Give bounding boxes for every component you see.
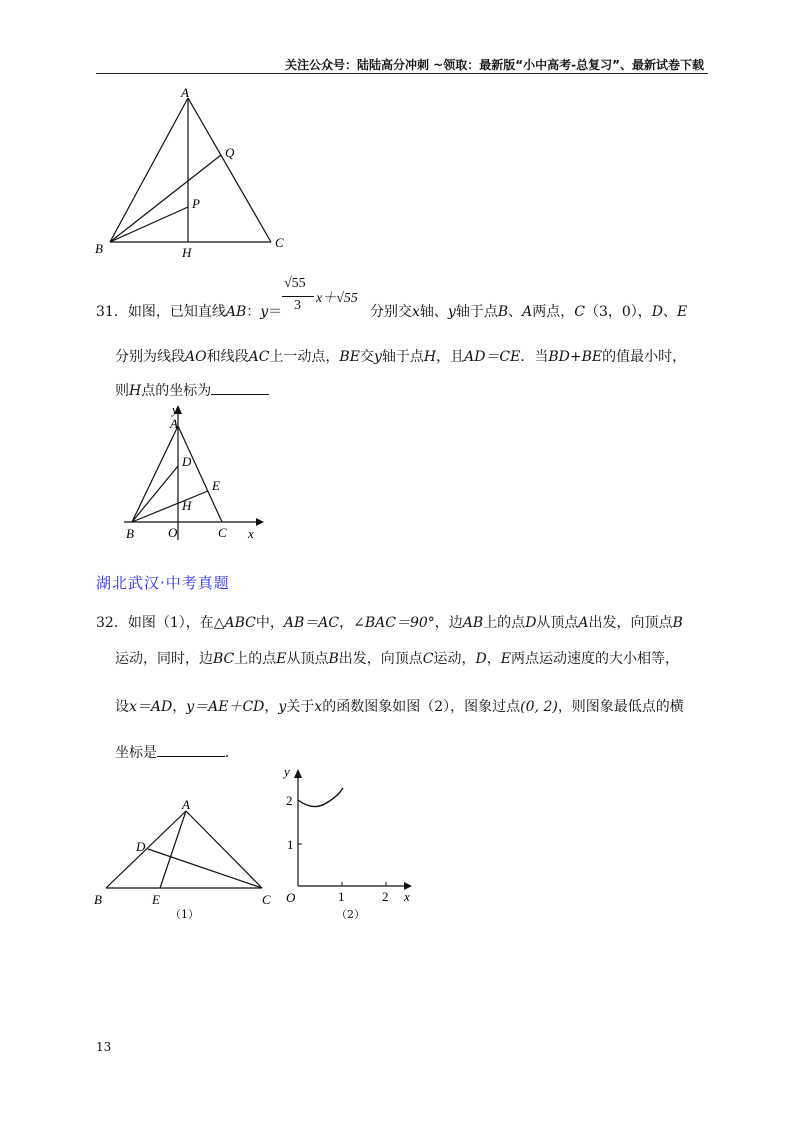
page-header: 关注公众号：陆陆高分冲刺 ~领取：最新版“小中高考-总复习”、最新试卷下载 (285, 58, 704, 72)
label-C: C (262, 892, 271, 907)
label-H: H (182, 245, 192, 260)
label-E: E (152, 892, 160, 907)
label-A: A (182, 797, 190, 812)
label-x: x (404, 889, 410, 904)
tick-label-1: 1 (287, 837, 294, 852)
caption-fig2: （2） (336, 908, 365, 921)
q31-line1: 31．如图，已知直线AB：y＝ (96, 304, 283, 320)
label-D: D (136, 839, 146, 854)
q32-line2: 运动，同时，边BC上的点E从顶点B出发，向顶点C运动，D，E两点运动速度的大小相等， (115, 651, 679, 667)
figure-q31-axes (116, 400, 276, 548)
page-number: 13 (96, 1040, 112, 1054)
q31-fraction-denominator: 3 (294, 298, 301, 313)
answer-blank-32 (157, 744, 225, 757)
q31-fraction-bar (282, 296, 314, 297)
label-O: O (168, 525, 178, 540)
q32-line4: 坐标是 ． (115, 745, 239, 761)
figure-triangle-abc (95, 85, 305, 265)
label-C: C (275, 235, 284, 250)
caption-fig1: （1） (170, 908, 199, 921)
header-rule (96, 73, 708, 74)
label-C: C (218, 525, 227, 540)
label-y: y (284, 764, 290, 779)
tick-label-x1: 1 (338, 889, 345, 904)
label-H: H (182, 498, 192, 513)
tick-label-2: 2 (286, 793, 293, 808)
label-O: O (286, 890, 296, 905)
label-x: x (248, 526, 254, 541)
q31-line2: 分别为线段AO和线段AC上一动点，BE交y轴于点H，且AD＝CE．当BD+BE的值最小时， (115, 349, 687, 365)
q31-line3: 则H点的坐标为 (115, 380, 269, 400)
section-title: 湖北武汉·中考真题 (96, 574, 230, 592)
label-A: A (181, 85, 189, 100)
label-P: P (192, 196, 200, 211)
answer-blank-31 (211, 382, 269, 395)
q32-line1: 32．如图（1），在△ABC中，AB＝AC，∠BAC＝90°，边AB上的点D从顶点A出发，向顶点B (96, 615, 683, 631)
label-D: D (182, 454, 192, 469)
label-y: y (172, 402, 178, 417)
label-A: A (170, 416, 178, 431)
q31-line1-rest: 分别交x轴、y轴于点B、A两点，C（3，0），D、E (370, 304, 688, 320)
tick-label-x2: 2 (382, 889, 389, 904)
q32-line3: 设x＝AD，y＝AE＋CD，y关于x的函数图象如图（2），图象过点(0, 2)，则图象最低点的横 (115, 699, 684, 715)
label-B: B (126, 526, 134, 541)
label-Q: Q (225, 145, 235, 160)
label-E: E (212, 478, 220, 493)
label-B: B (95, 241, 103, 256)
figure-q32-triangle (92, 796, 292, 920)
q31-expression-tail: x＋√55 (316, 291, 358, 306)
figure-q32-graph (282, 760, 422, 910)
q31-fraction-numerator: √55 (284, 276, 306, 291)
label-B: B (94, 892, 102, 907)
